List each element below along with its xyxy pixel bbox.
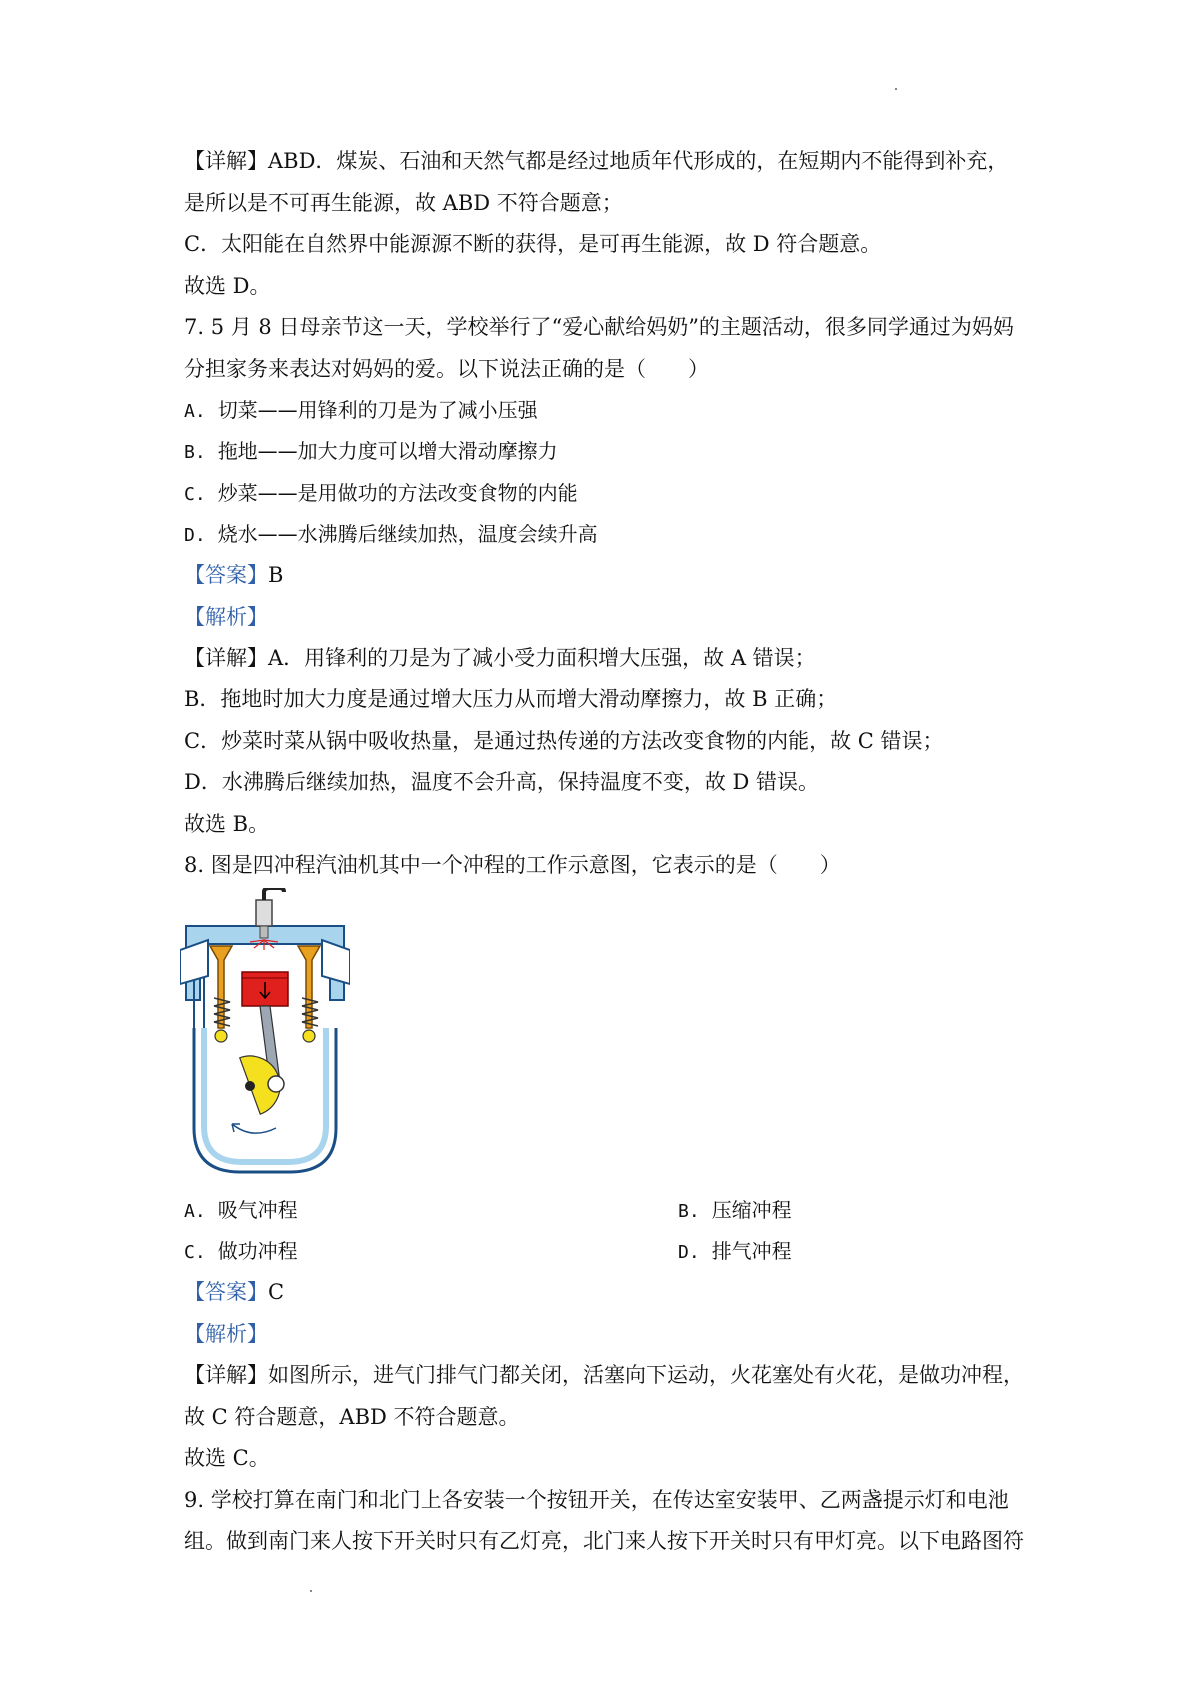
q8-detail-1: 【详解】如图所示，进气门排气门都关闭，活塞向下运动，火花塞处有火花，是做功冲程， [184,1363,1024,1387]
exhaust-port [322,940,350,984]
intake-cam [215,1030,227,1042]
q6-detail-cont: 是所以是不可再生能源，故 ABD 不符合题意； [184,191,623,215]
q8-detail-2: 故 C 符合题意，ABD 不符合题意。 [184,1405,520,1429]
q7-option-b-letter: B. [184,442,206,463]
q8-answer [184,1278,284,1306]
q7-analysis-tag: 【解析】 [184,605,268,629]
q8-option-b-text: 压缩冲程 [711,1198,792,1222]
q7-option-d [184,520,598,550]
spark-plug-wire [264,888,284,900]
q7-answer-value: B [268,563,284,587]
q7-option-d-letter: D. [184,525,206,546]
q8-stem: 8. 图是四冲程汽油机其中一个冲程的工作示意图，它表示的是（ ） [184,853,841,877]
q8-option-a-text: 吸气冲程 [217,1198,298,1222]
q7-stem-1: 7. 5 月 8 日母亲节这一天，学校举行了“爱心献给妈奶”的主题活动，很多同学通过为妈妈 [184,315,1014,339]
q7-option-c-text: 炒菜——是用做功的方法改变食物的内能 [217,481,578,505]
crank-axis [245,1081,255,1091]
q7-detail-4: D．水沸腾后继续加热，温度不会升高，保持温度不变，故 D 错误。 [184,770,820,794]
q7-answer-tag: 【答案】 [184,563,268,587]
q7-choose: 故选 B。 [184,812,270,836]
q7-answer [184,561,283,589]
q8-option-a-letter: A. [184,1201,206,1222]
q8-option-b [678,1196,792,1226]
spark-plug-tip [260,926,268,938]
q9-stem-2: 组。做到南门来人按下开关时只有乙灯亮，北门来人按下开关时只有甲灯亮。以下电路图符 [184,1529,1024,1553]
intake-port [180,940,208,984]
crank-pin [268,1076,284,1092]
q7-option-b-text: 拖地——加大力度可以增大滑动摩擦力 [217,439,558,463]
q8-option-c [184,1237,298,1267]
q6-choose: 故选 D。 [184,274,271,298]
exhaust-cam [303,1030,315,1042]
q7-option-b [184,437,558,467]
q8-option-c-letter: C. [184,1242,206,1263]
q7-stem-2: 分担家务来表达对妈妈的爱。以下说法正确的是（ ） [184,357,709,381]
scan-dot-top [895,88,897,90]
q7-detail-2: B．拖地时加大力度是通过增大压力从而增大滑动摩擦力，故 B 正确； [184,687,838,711]
q6-c-line: C．太阳能在自然界中能源源不断的获得，是可再生能源，故 D 符合题意。 [184,232,882,256]
q8-option-a [184,1196,298,1226]
q8-answer-tag: 【答案】 [184,1280,268,1304]
q8-analysis-tag: 【解析】 [184,1322,268,1346]
q9-stem-1: 9. 学校打算在南门和北门上各安装一个按钮开关，在传达室安装甲、乙两盏提示灯和电池 [184,1488,1009,1512]
q8-answer-value: C [268,1280,285,1304]
spark-plug-body [256,900,272,926]
q8-option-d [678,1237,792,1267]
q8-option-c-text: 做功冲程 [217,1239,298,1263]
q7-option-c [184,479,578,509]
q8-option-d-letter: D. [678,1242,700,1263]
q7-option-a-text: 切菜——用锋利的刀是为了减小压强 [217,398,538,422]
q8-option-d-text: 排气冲程 [711,1239,792,1263]
q7-option-a [184,396,538,426]
q7-option-d-text: 烧水——水沸腾后继续加热，温度会续升高 [217,522,598,546]
q7-option-c-letter: C. [184,484,206,505]
q7-detail-3: C．炒菜时菜从锅中吸收热量，是通过热传递的方法改变食物的内能，故 C 错误； [184,729,944,753]
q7-detail-1: 【详解】A．用锋利的刀是为了减小受力面积增大压强，故 A 错误； [184,646,816,670]
four-stroke-engine-diagram [180,888,350,1178]
scan-dot-bottom [310,1590,312,1592]
q7-option-a-letter: A. [184,401,206,422]
q6-detail: 【详解】ABD．煤炭、石油和天然气都是经过地质年代形成的，在短期内不能得到补充， [184,149,1009,173]
q8-option-b-letter: B. [678,1201,700,1222]
q8-choose: 故选 C。 [184,1446,270,1470]
